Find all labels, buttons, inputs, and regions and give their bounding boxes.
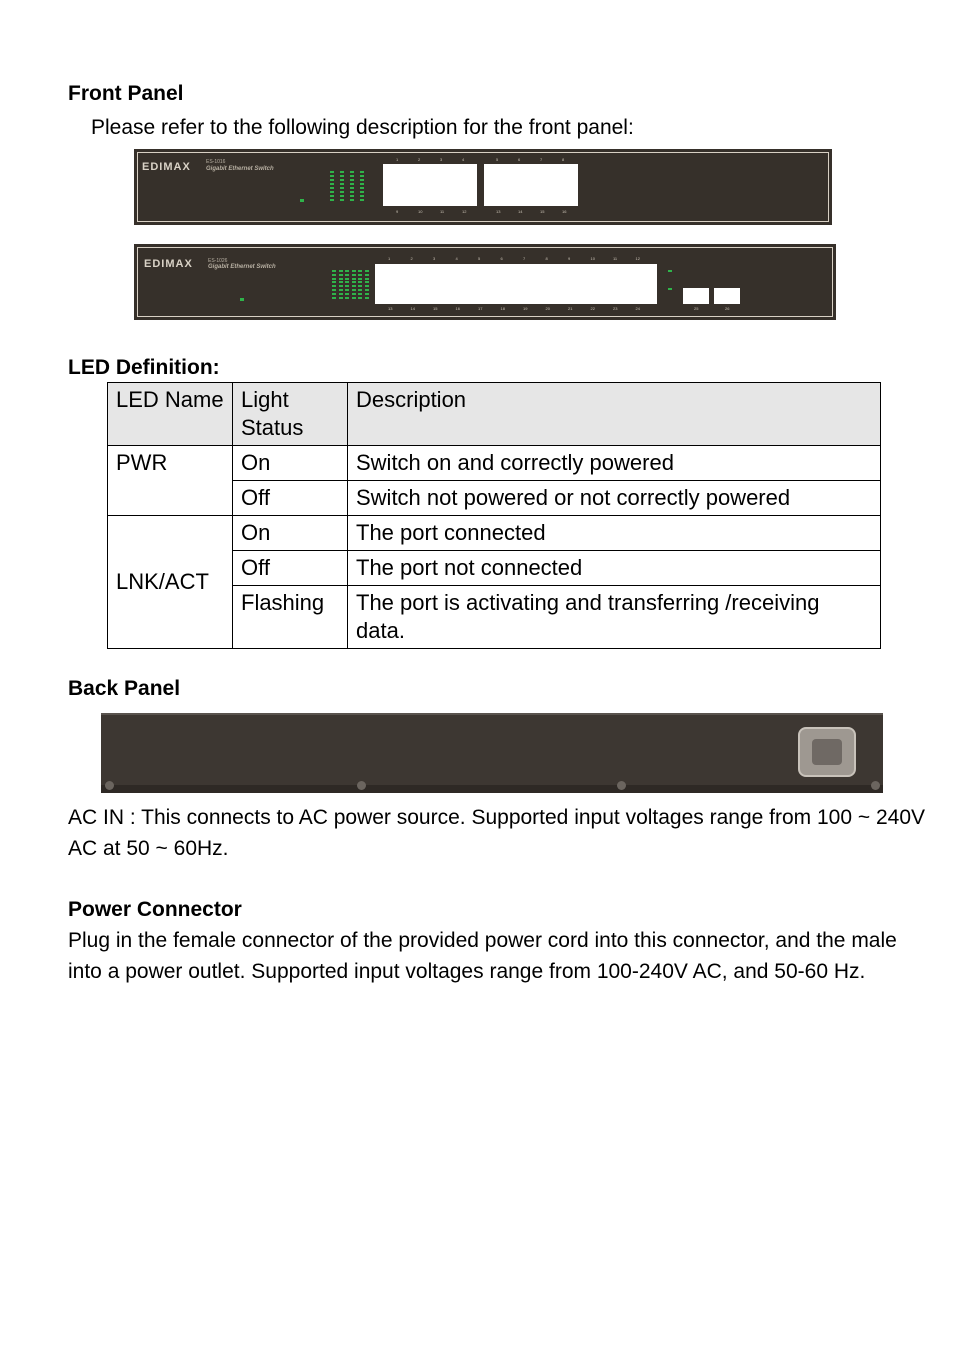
port-number: 15 — [540, 209, 545, 214]
port-number: 14 — [410, 306, 415, 311]
port-led — [339, 278, 343, 280]
port-led — [350, 199, 354, 201]
port-number: 6 — [518, 157, 521, 162]
port-led — [358, 289, 362, 291]
port-number: 14 — [518, 209, 523, 214]
status-cell: Off — [233, 551, 348, 586]
description-cell: Switch on and correctly powered — [348, 446, 881, 481]
port-led — [358, 285, 362, 287]
port-number: 10 — [590, 256, 595, 261]
port-number: 7 — [540, 157, 543, 162]
port-number: 23 — [613, 306, 618, 311]
screw — [617, 781, 626, 790]
port-led — [350, 191, 354, 193]
port-led — [340, 175, 344, 177]
port-led — [340, 179, 344, 181]
port-led — [358, 281, 362, 283]
port-led — [339, 289, 343, 291]
status-cell: Flashing — [233, 586, 348, 649]
port-number: 10 — [418, 209, 423, 214]
port-number: 19 — [523, 306, 528, 311]
back-panel-image — [101, 713, 883, 793]
header-light-status: Light Status — [233, 383, 348, 446]
port-led — [332, 289, 336, 291]
port-number: 17 — [478, 306, 483, 311]
port-number: 26 — [725, 306, 730, 311]
port-led — [330, 183, 334, 185]
port-number: 7 — [523, 256, 526, 261]
port-led — [360, 195, 364, 197]
port-number: 15 — [433, 306, 438, 311]
port-number: 12 — [462, 209, 467, 214]
port-led — [360, 199, 364, 201]
header-description: Description — [348, 383, 881, 446]
switch-26-port-image — [134, 244, 836, 320]
port-number: 8 — [562, 157, 565, 162]
port-number: 1 — [388, 256, 391, 261]
port-led — [330, 187, 334, 189]
header-led-name: LED Name — [108, 383, 233, 446]
port-led — [339, 270, 343, 272]
port-number: 11 — [613, 256, 618, 261]
table-row — [108, 446, 881, 481]
screw — [105, 781, 114, 790]
led-name-cell: LNK/ACT — [108, 516, 233, 649]
port-number: 16 — [455, 306, 460, 311]
port-led — [330, 195, 334, 197]
port-number: 18 — [500, 306, 505, 311]
port-number: 5 — [496, 157, 499, 162]
port-led — [345, 270, 349, 272]
edimax-logo: EDIMAX — [144, 258, 193, 270]
port-led — [330, 171, 334, 173]
port-led — [365, 278, 369, 280]
port-block-1 — [383, 164, 477, 206]
port-led — [332, 285, 336, 287]
switch-model: ES-1016 — [206, 159, 226, 165]
port-number: 24 — [635, 306, 640, 311]
status-cell: On — [233, 446, 348, 481]
port-led — [365, 293, 369, 295]
switch-subtitle: Gigabit Ethernet Switch — [208, 264, 276, 270]
port-number: 22 — [590, 306, 595, 311]
port-number: 9 — [568, 256, 571, 261]
switch-subtitle: Gigabit Ethernet Switch — [206, 166, 274, 172]
port-led — [352, 274, 356, 276]
led-name-cell: PWR — [108, 446, 233, 516]
port-number: 21 — [568, 306, 573, 311]
led-definition-heading: LED Definition: — [68, 356, 220, 379]
port-led — [350, 175, 354, 177]
port-led — [360, 171, 364, 173]
port-led — [352, 278, 356, 280]
port-led — [365, 285, 369, 287]
port-led — [332, 281, 336, 283]
uplink-led — [668, 270, 672, 272]
port-led — [332, 297, 336, 299]
port-number: 20 — [545, 306, 550, 311]
led-grid — [332, 270, 372, 300]
description-cell: Switch not powered or not correctly powered — [348, 481, 881, 516]
port-led — [345, 281, 349, 283]
port-number: 13 — [496, 209, 501, 214]
description-cell: The port connected — [348, 516, 881, 551]
port-led — [360, 187, 364, 189]
status-cell: On — [233, 516, 348, 551]
pwr-led — [300, 199, 304, 202]
port-led — [365, 274, 369, 276]
port-led — [340, 187, 344, 189]
port-number: 12 — [635, 256, 640, 261]
ac-in-description: AC IN : This connects to AC power source. Supported input voltages range from 100 ~ 240V AC at 50 ~ 60Hz. — [68, 806, 926, 860]
port-led — [350, 183, 354, 185]
port-led — [339, 281, 343, 283]
port-led — [358, 270, 362, 272]
uplink-led — [668, 288, 672, 290]
port-led — [352, 285, 356, 287]
port-led — [365, 270, 369, 272]
port-led — [350, 171, 354, 173]
port-led — [365, 281, 369, 283]
led-grid — [330, 171, 370, 205]
edimax-logo: EDIMAX — [142, 161, 191, 173]
screw — [871, 781, 880, 790]
port-led — [358, 274, 362, 276]
port-led — [345, 285, 349, 287]
switch-model: ES-1026 — [208, 258, 228, 264]
port-led — [350, 195, 354, 197]
front-panel-intro: Please refer to the following description for the front panel: — [91, 116, 634, 139]
port-number: 9 — [396, 209, 399, 214]
uplink-port-25 — [683, 288, 709, 304]
port-block — [375, 264, 657, 304]
port-led — [339, 293, 343, 295]
back-panel-heading: Back Panel — [68, 677, 181, 700]
port-led — [345, 274, 349, 276]
port-led — [358, 278, 362, 280]
port-led — [352, 289, 356, 291]
description-cell: The port not connected — [348, 551, 881, 586]
port-led — [352, 293, 356, 295]
port-led — [358, 293, 362, 295]
port-led — [340, 199, 344, 201]
port-led — [352, 270, 356, 272]
uplink-port-26 — [714, 288, 740, 304]
description-cell: The port is activating and transferring /receiving data. — [348, 586, 881, 649]
port-block-2 — [484, 164, 578, 206]
port-led — [352, 281, 356, 283]
port-number: 1 — [396, 157, 399, 162]
ac-power-socket — [798, 727, 856, 777]
switch-16-port-image — [134, 149, 832, 225]
port-number: 8 — [545, 256, 548, 261]
port-led — [352, 297, 356, 299]
status-cell: Off — [233, 481, 348, 516]
port-led — [330, 199, 334, 201]
pwr-led — [240, 298, 244, 301]
port-led — [365, 289, 369, 291]
port-number: 4 — [462, 157, 465, 162]
port-led — [332, 270, 336, 272]
port-number: 2 — [418, 157, 421, 162]
port-number: 25 — [694, 306, 699, 311]
screw — [357, 781, 366, 790]
port-led — [332, 278, 336, 280]
port-number: 11 — [440, 209, 445, 214]
port-number: 6 — [500, 256, 503, 261]
port-number: 2 — [410, 256, 413, 261]
port-led — [339, 297, 343, 299]
port-number: 4 — [455, 256, 458, 261]
port-led — [340, 191, 344, 193]
port-led — [345, 293, 349, 295]
port-led — [360, 191, 364, 193]
port-led — [358, 297, 362, 299]
port-number: 3 — [433, 256, 436, 261]
port-number: 16 — [562, 209, 567, 214]
port-led — [330, 179, 334, 181]
port-led — [360, 175, 364, 177]
port-number: 3 — [440, 157, 443, 162]
port-led — [350, 179, 354, 181]
port-led — [339, 285, 343, 287]
port-led — [345, 297, 349, 299]
led-definition-table — [107, 382, 881, 649]
power-connector-description: Plug in the female connector of the provided power cord into this connector, and the male into a power outlet. Supported input voltages range from 100-240V AC, and 50-60 Hz. — [68, 929, 897, 983]
port-led — [340, 195, 344, 197]
power-connector-heading: Power Connector — [68, 898, 242, 921]
port-led — [339, 274, 343, 276]
port-number: 13 — [388, 306, 393, 311]
port-led — [340, 171, 344, 173]
port-led — [350, 187, 354, 189]
port-led — [365, 297, 369, 299]
port-led — [332, 274, 336, 276]
table-header-row — [108, 383, 881, 446]
table-row — [108, 516, 881, 551]
port-led — [345, 289, 349, 291]
port-number: 5 — [478, 256, 481, 261]
port-led — [345, 278, 349, 280]
port-led — [360, 179, 364, 181]
front-panel-heading: Front Panel — [68, 82, 184, 105]
port-led — [330, 191, 334, 193]
port-led — [332, 293, 336, 295]
port-led — [330, 175, 334, 177]
port-led — [340, 183, 344, 185]
port-led — [360, 183, 364, 185]
